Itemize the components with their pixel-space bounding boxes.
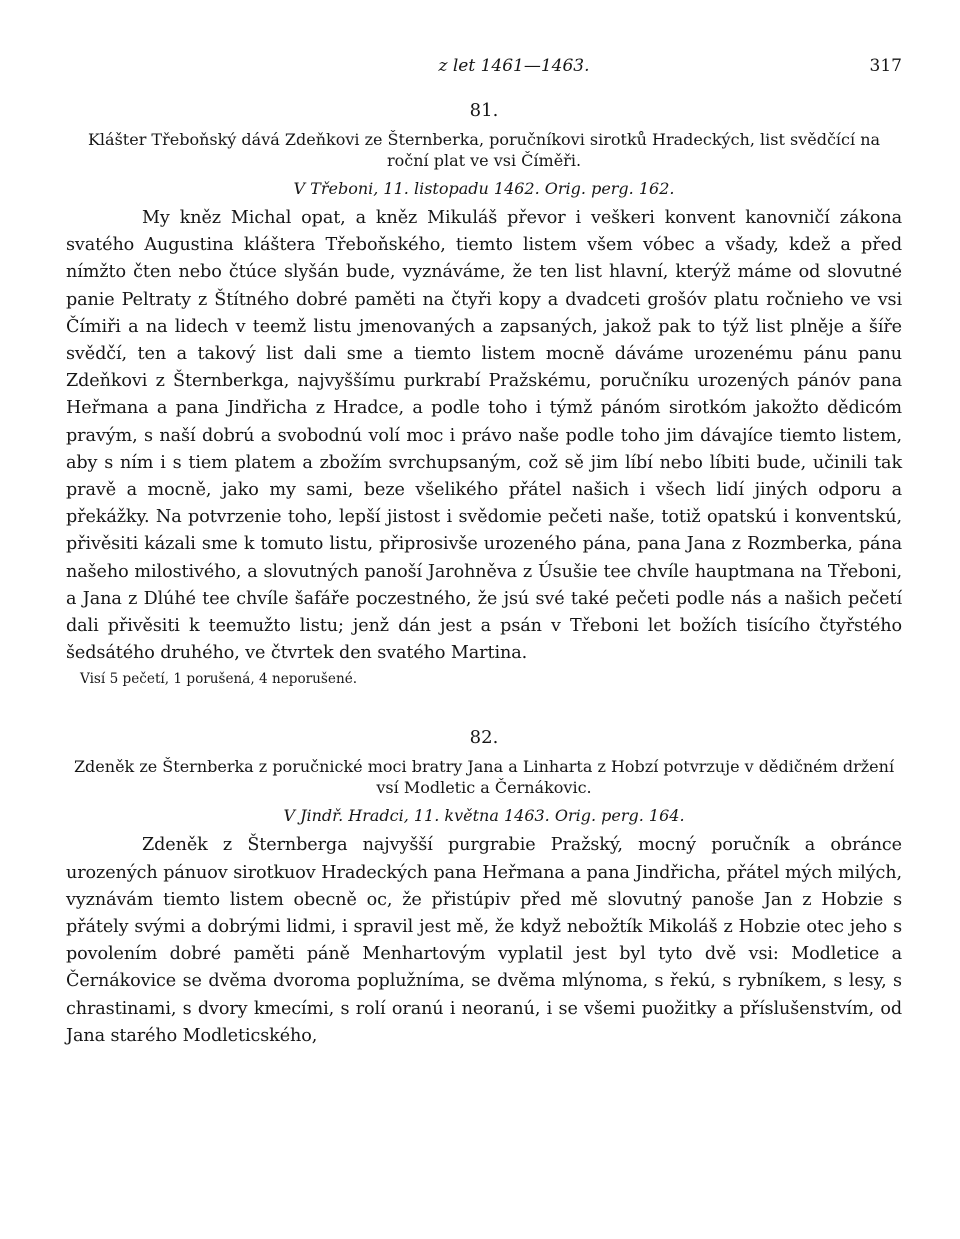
charter-82 [66,727,902,1050]
charter-dating: V Třeboni, 11. listopadu 1462. Orig. perg. 162. [293,179,675,198]
charter-dating: V Jindř. Hradci, 11. května 1463. Orig. perg. 164. [283,806,685,826]
document-page [66,56,902,1050]
charter-number: 81. [469,100,499,121]
section-divider [66,689,902,727]
charter-text: My kněz Michal opat, a kněz Mikuláš převor i veškeri konvent kanovničí zákona svatého Augustina kláštera Třeboňského, tiemto listem všem vóbec a všady, kdež a před nímžto čten nebo čtúce slyšán bude, vyznáváme, že ten list hlavní, kterýž máme od slovutné panie Peltraty z Štítného dobré paměti na čtyři kopy a dvadceti grošóv platu ročnieho ve vsi Čímiři a na lidech v teemž listu jmenovaných a zapsaných, jakož pak to týž list plněje a šíře svědčí, ten a takový list dali sme a tiemto listem mocně dáváme urozenému pánu panu Zdeňkovi z Šternberkga, najvyššímu purkrabí Pražskému, poručníku urozených pánóv pana Heřmana a pana Jindřicha z Hradce, a podle toho i týmž pánóm sirotkóm jakožto dědicóm pravým, s naší dobrú a svobodnú volí moc i právo naše podle toho jim dávajíce tiemto listem, aby s ním i s tiem platem a zbožím svrchupsaným, což sě jim líbí nebo líbiti bude, učinili tak pravě a mocně, jako my sami, beze všelikého přátel našich i všech lidí jiných odporu a překážky. Na potvrzenie toho, lepší jistost i svědomie pečeti naše, totiž opatskú i konventskú, přivěsiti kázali sme k tomuto listu, připrosivše urozeného pána, pana Jana z Rozmberka, pána našeho milostivého, a slovutných panoší Jarohněva z Úsušie tee chvíle hauptmana na Třeboni, a Jana z Dlúhé tee chvíle šafáře poczestného, že jsú své také pečeti podle nás a našich pečetí dali přivěsiti k teemužto listu; jenž dán jest a psán v Třeboni let božích tisícího čtyřstého šedsátého druhého, ve čtvrtek den svatého Martina. [66,208,902,664]
charter-text: Zdeněk z Šternberga najvyšší purgrabie Pražský, mocný poručník a obránce urozených pánuov sirotkuov Hradeckých pana Heřmana a pana Jindřicha, přátel mých milých, vyznávám tiemto listem obecně oc, že přistúpiv před mě slovutný panoše Jan z Hobzie s přátely svými a dobrými lidmi, i spravil jest mě, že když nebožtík Mikoláš z Hobzie otec jeho s povolením dobré paměti páně Menhartovým vyplatil jest byl tyto dvě vsi: Modletice a Černákovice se dvěma dvoroma poplužníma, se dvěma mlýnoma, s řekú, s rybníkem, s lesy, s chrastinami, s dvory kmecími, s rolí oranú i neoranú, i se všemi puožitky a příslušenstvím, od Jana starého Modleticského, [66,835,902,1046]
charter-regest: Zdeněk ze Šternberka z poručnické moci bratry Jana a Linharta z Hobzí potvrzuje v dědičném držení vsí Modletic a Černákovic. [73,757,895,798]
running-title: z let 1461—1463. [438,56,590,76]
charter-regest: Klášter Třeboňský dává Zdeňkovi ze Šternberka, poručníkovi sirotků Hradeckých, list svědčící na roční plat ve vsi Číměři. [87,130,881,170]
page-number: 317 [869,56,902,76]
charter-number: 82. [469,727,499,749]
running-header [66,56,902,86]
seal-note: Visí 5 pečetí, 1 porušená, 4 neporušené. [80,671,358,688]
charter-81 [66,100,902,689]
